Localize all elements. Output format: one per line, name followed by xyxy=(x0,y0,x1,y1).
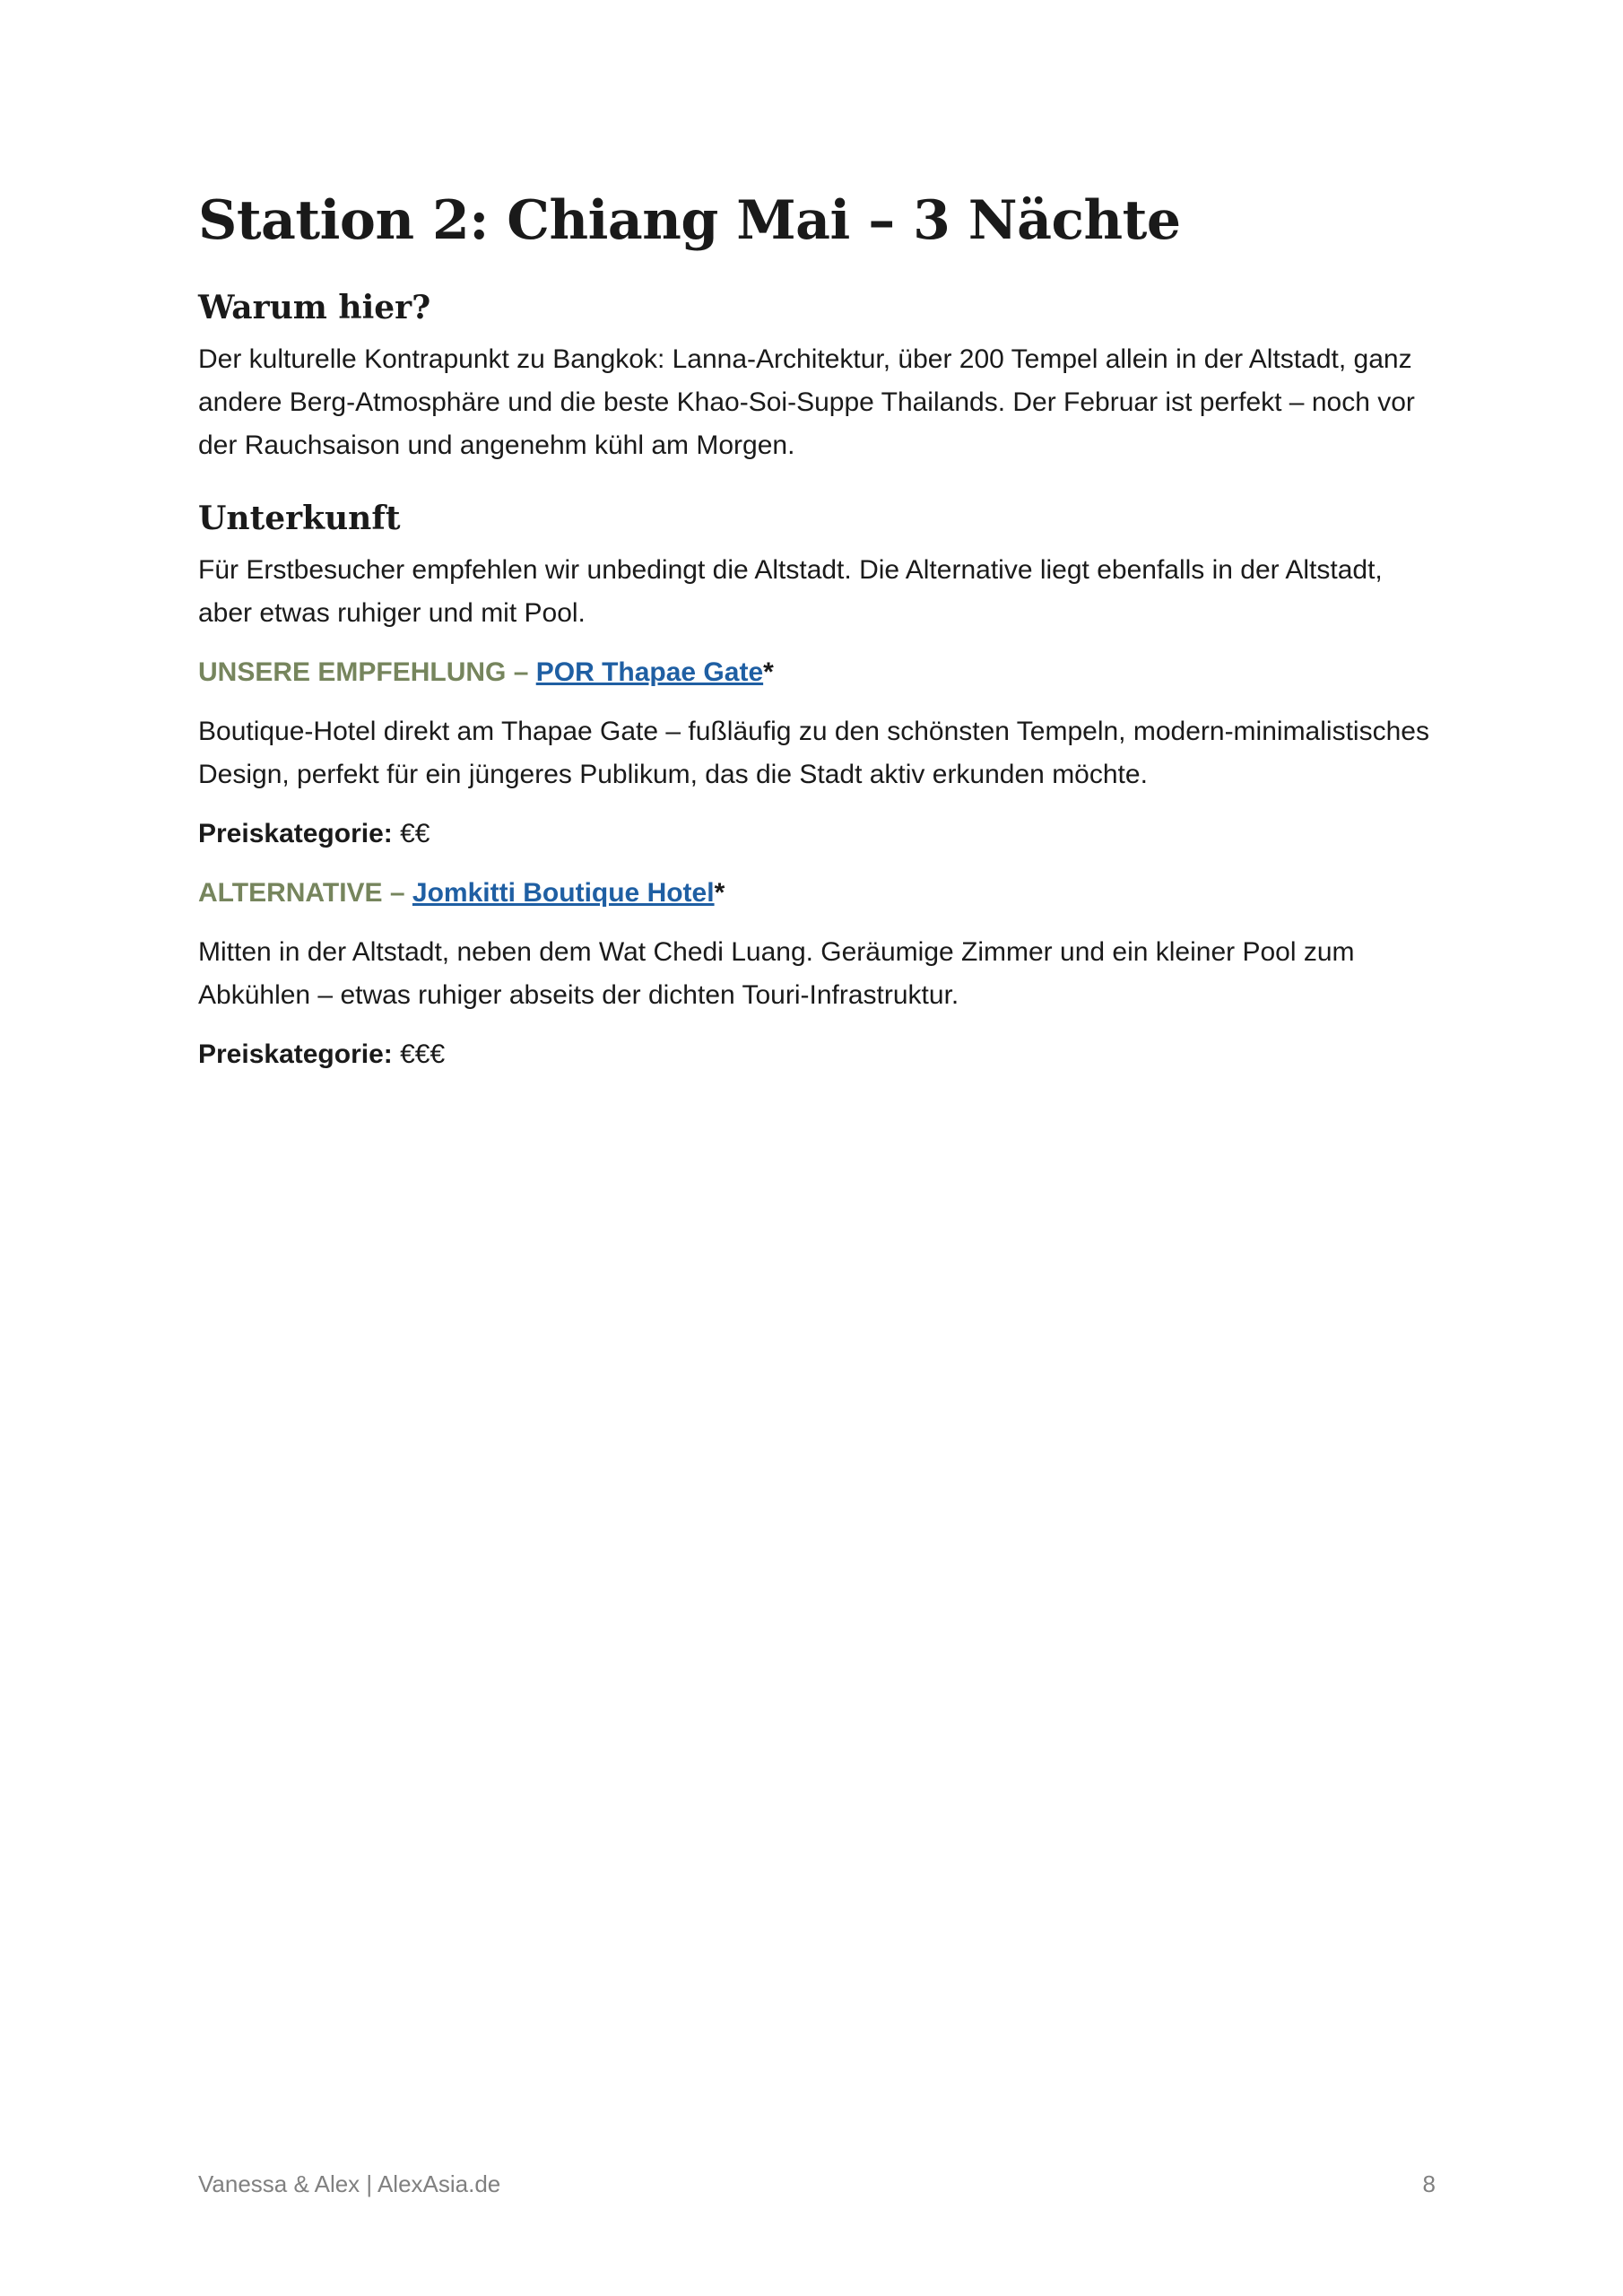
page-footer xyxy=(198,2170,1436,2198)
recommendation-line xyxy=(198,651,1436,694)
recommendation-price-value: €€ xyxy=(392,819,430,849)
recommendation-hotel-link[interactable]: POR Thapae Gate xyxy=(535,657,764,688)
recommendation-price-label: Preiskategorie: xyxy=(198,819,393,849)
alternative-price-label: Preiskategorie: xyxy=(198,1039,393,1070)
recommendation-price xyxy=(198,813,1436,856)
accommodation-heading: Unterkunft xyxy=(198,500,401,538)
alternative-price xyxy=(198,1033,1436,1076)
recommendation-label: UNSERE EMPFEHLUNG – xyxy=(198,657,536,688)
alternative-description: Mitten in der Altstadt, neben dem Wat Chedi Luang. Geräumige Zimmer und ein kleiner Pool zum Abkühlen – etwas ruhiger abseits der dichten Touri-Infrastruktur. xyxy=(198,937,1355,1011)
accommodation-intro: Für Erstbesucher empfehlen wir unbedingt die Altstadt. Die Alternative liegt ebenfalls in der Altstadt, aber etwas ruhiger und mit Pool. xyxy=(198,555,1383,629)
alternative-asterisk: * xyxy=(714,878,725,909)
accommodation-section xyxy=(198,500,1436,1076)
why-text: Der kulturelle Kontrapunkt zu Bangkok: Lanna-Architektur, über 200 Tempel allein in der Altstadt, ganz andere Berg-Atmosphäre und die beste Khao-Soi-Suppe Thailands. Der Februar ist perfekt – noch vor der Rauchsaison und angenehm kühl am Morgen. xyxy=(198,344,1415,461)
page-content xyxy=(198,188,1436,1109)
page-number: 8 xyxy=(1422,2170,1436,2197)
alternative-price-value: €€€ xyxy=(392,1039,446,1070)
alternative-label: ALTERNATIVE – xyxy=(198,878,412,909)
footer-credit: Vanessa & Alex | AlexAsia.de xyxy=(198,2170,501,2197)
alternative-hotel-link[interactable]: Jomkitti Boutique Hotel xyxy=(412,878,715,909)
why-heading: Warum hier? xyxy=(198,289,431,326)
recommendation-asterisk: * xyxy=(763,657,774,688)
alternative-line xyxy=(198,872,1436,915)
why-section xyxy=(198,289,1436,467)
recommendation-description: Boutique-Hotel direkt am Thapae Gate – fußläufig zu den schönsten Tempeln, modern-minimalistisches Design, perfekt für ein jüngeres Publikum, das die Stadt aktiv erkunden möchte. xyxy=(198,717,1429,790)
page-title: Station 2: Chiang Mai – 3 Nächte xyxy=(198,189,1181,252)
